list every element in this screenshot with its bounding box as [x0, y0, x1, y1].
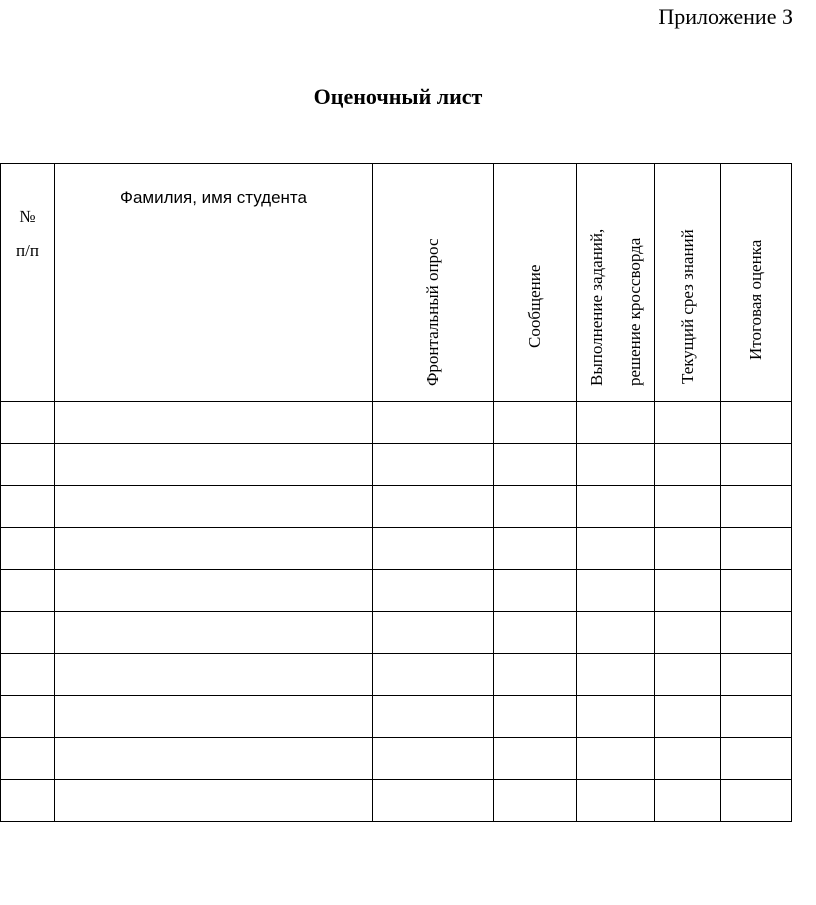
table-row: [1, 738, 792, 780]
table-cell: [55, 738, 373, 780]
table-cell: [494, 780, 577, 822]
table-cell: [373, 570, 494, 612]
table-cell: [1, 612, 55, 654]
table-cell: [373, 780, 494, 822]
table-cell: [494, 654, 577, 696]
table-cell: [721, 612, 792, 654]
table-cell: [655, 654, 721, 696]
table-cell: [373, 444, 494, 486]
table-cell: [721, 696, 792, 738]
table-cell: [655, 528, 721, 570]
table-row: [1, 486, 792, 528]
table-cell: [55, 444, 373, 486]
page-title: Оценочный лист: [313, 84, 483, 109]
table-cell: [721, 444, 792, 486]
table-cell: [55, 696, 373, 738]
table-cell: [373, 738, 494, 780]
column-header-number-line1: №: [19, 207, 36, 226]
column-header-report: [494, 164, 577, 402]
table-cell: [373, 528, 494, 570]
table-cell: [494, 402, 577, 444]
table-row: [1, 612, 792, 654]
table-cell: [55, 402, 373, 444]
table-cell: [1, 654, 55, 696]
table-cell: [721, 486, 792, 528]
table-row: [1, 444, 792, 486]
column-header-student-name-label: Фамилия, имя студента: [120, 188, 307, 207]
table-cell: [373, 486, 494, 528]
table-cell: [721, 570, 792, 612]
table-cell: [655, 402, 721, 444]
column-header-tasks-line1: Выполнение заданий,: [586, 228, 606, 386]
table-row: [1, 654, 792, 696]
table-cell: [494, 528, 577, 570]
appendix-label: Приложение З: [658, 4, 793, 29]
table-cell: [494, 612, 577, 654]
table-cell: [1, 696, 55, 738]
table-cell: [721, 738, 792, 780]
table-cell: [373, 612, 494, 654]
table-cell: [494, 444, 577, 486]
table-cell: [1, 570, 55, 612]
table-row: [1, 780, 792, 822]
table-cell: [494, 486, 577, 528]
table-cell: [55, 612, 373, 654]
table-row: [1, 528, 792, 570]
column-header-frontal-survey: [373, 164, 494, 402]
column-header-number: [1, 164, 55, 402]
column-header-number-line2: п/п: [16, 241, 39, 260]
table-cell: [55, 528, 373, 570]
table-cell: [577, 780, 655, 822]
table-cell: [494, 696, 577, 738]
table-cell: [577, 738, 655, 780]
table-cell: [655, 444, 721, 486]
table-cell: [721, 402, 792, 444]
table-cell: [55, 486, 373, 528]
table-cell: [655, 738, 721, 780]
table-cell: [655, 696, 721, 738]
table-cell: [577, 402, 655, 444]
table-cell: [577, 696, 655, 738]
table-cell: [373, 696, 494, 738]
table-cell: [494, 738, 577, 780]
table-cell: [55, 780, 373, 822]
table-cell: [494, 570, 577, 612]
table-cell: [577, 528, 655, 570]
column-header-knowledge-check: [655, 164, 721, 402]
table-row: [1, 570, 792, 612]
column-header-frontal-survey-label: Фронтальный опрос: [423, 238, 442, 386]
table-cell: [55, 570, 373, 612]
table-row: [1, 402, 792, 444]
table-cell: [577, 570, 655, 612]
table-cell: [1, 486, 55, 528]
table-cell: [655, 570, 721, 612]
table-cell: [577, 486, 655, 528]
table-cell: [1, 444, 55, 486]
table-cell: [1, 528, 55, 570]
column-header-tasks-line2: решение кроссворда: [624, 237, 644, 386]
table-cell: [721, 528, 792, 570]
table-cell: [577, 444, 655, 486]
table-cell: [373, 402, 494, 444]
table-cell: [577, 612, 655, 654]
column-header-final-grade-label: Итоговая оценка: [746, 239, 765, 360]
table-cell: [55, 654, 373, 696]
table-cell: [1, 402, 55, 444]
table-cell: [577, 654, 655, 696]
table-cell: [721, 780, 792, 822]
column-header-knowledge-check-label: Текущий срез знаний: [677, 229, 697, 384]
table-header-row: [1, 164, 792, 402]
column-header-tasks: [577, 164, 655, 402]
table-cell: [655, 780, 721, 822]
table-cell: [655, 486, 721, 528]
column-header-student-name: [55, 164, 373, 402]
table-row: [1, 696, 792, 738]
column-header-report-label: Сообщение: [525, 264, 544, 348]
table-cell: [1, 780, 55, 822]
assessment-table: [0, 163, 792, 822]
table-cell: [373, 654, 494, 696]
table-cell: [1, 738, 55, 780]
table-cell: [655, 612, 721, 654]
column-header-final-grade: [721, 164, 792, 402]
table-cell: [721, 654, 792, 696]
